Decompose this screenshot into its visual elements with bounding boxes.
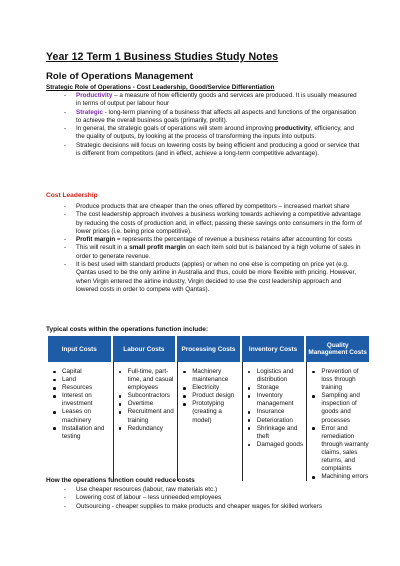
list-item: Deterioration [243,417,305,425]
column-header-inventory: Inventory Costs [242,336,305,362]
table-cell-processing [177,362,240,481]
item-text: The cost leadership approach involves a business working towards achieving a competitive advantage by reducing the costs of production and, in effect, passing these savings onto consumers in the form of lower prices (i.e. being price competitive). [76,211,362,235]
table-title: Typical costs within the operations function include: [46,326,209,333]
bold-term: productivity [274,125,311,133]
item-text: It is best used with standard products (apples) or when no one else is competing on price yet (e.g. Qantas used to be the only airline in Australia and thus, could be more flexible with pricing. However, when Virgin entered the airline industry, Virgin decided to use the cost leadership approach and lowered costs in order to compete with Qantas). [76,261,357,293]
list-item: Sampling and inspection of goods and processes [307,392,369,424]
column-header-input: Input Costs [48,336,111,362]
costs-table [46,336,371,481]
list-item [62,125,362,142]
item-text: on each item sold but is balanced by a high volume of sales in order to generate revenue. [76,244,361,260]
item-text: In general, the strategic goals of operations will stem around improving [76,125,275,133]
list-item: Subcontractors [114,392,176,400]
quality-costs-list [307,368,369,481]
bold-term: Profit margin [76,236,116,244]
table-cell-quality [306,362,369,481]
column-header-processing: Processing Costs [177,336,240,362]
list-item [62,261,362,294]
list-item [62,244,362,261]
list-item: - Outsourcing - cheaper supplies to make products and cheaper wages for skilled workers [62,503,362,511]
list-item: - Use cheaper resources (labour, raw materials etc.) [62,486,362,494]
list-item: Machinery maintenance [178,368,240,384]
term-productivity: Productivity [76,92,113,99]
processing-costs-list [178,368,240,425]
section-heading-cost-leadership: Cost Leadership [46,192,98,199]
list-item [62,142,362,159]
list-item: Redundancy [114,425,176,433]
list-item: Product design [178,392,240,400]
section-subheading-strategic: Strategic Role of Operations - Cost Leadership, Good/Service Differentiation [46,84,275,91]
list-item: Resources [48,384,111,392]
table-row [48,362,369,481]
list-item: Leases on machinery [48,408,111,424]
bold-term: small profit margin [129,244,186,252]
list-item: Damaged goods [243,441,305,449]
list-item [62,211,362,236]
list-item: Interest on investment [48,392,111,408]
labour-costs-list [114,368,176,433]
input-costs-list [48,368,111,441]
item-text: This will result in a [76,244,130,252]
inventory-costs-list [243,368,305,449]
cost-leadership-list [62,203,362,294]
column-header-quality: Quality Management Costs [306,336,369,362]
term-strategic: Strategic [76,108,103,116]
list-item: Shrinkage and theft [243,425,305,441]
item-text: , efficiency, and the quality of outputs, by looking at the process of transforming the inputs into outputs. [76,125,355,141]
list-item [62,203,362,211]
list-item: Inventory management [243,392,305,408]
list-item: Insurance [243,408,305,416]
definition-text: - long-term planning of a business that affects all aspects and functions of the organisation to achieve the overall business goals (primarily, profit). [76,108,357,124]
item-text: Produce products that are cheaper than the ones offered by competitors – increased market share [76,203,350,210]
list-item: Capital [48,368,111,376]
item-text: = represents the percentage of revenue a business retains after accounting for costs [115,236,352,244]
list-item [62,236,362,244]
role-list [62,92,362,158]
table-cell-inventory [242,362,305,481]
list-item: Logistics and distribution [243,368,305,384]
list-item: Land [48,376,111,384]
list-item: Full-time, part-time, and casual employees [114,368,176,392]
list-item [62,109,362,126]
section-heading-role: Role of Operations Management [46,71,194,82]
definition-text: – a measure of how efficiently goods and services are produced. It is usually measured in terms of output per labour hour [76,92,357,108]
document-title: Year 12 Term 1 Business Studies Study Notes [46,51,279,63]
table-cell-input [48,362,111,481]
list-item: Prototyping (creating a model) [178,400,240,424]
list-item: Recruitment and training [114,408,176,424]
list-item: Machining errors [307,473,369,481]
list-item: Storage [243,384,305,392]
table-cell-labour [113,362,176,481]
list-item: - Lowering cost of labour – less unneeded employees [62,494,362,502]
column-header-labour: Labour Costs [113,336,176,362]
list-item: Overtime [114,400,176,408]
list-item [62,92,362,109]
list-item: Installation and testing [48,425,111,441]
reduce-costs-list [62,486,362,511]
list-item: Error and remediation through warranty claims, sales returns, and complaints [307,425,369,474]
list-item: Electricity [178,384,240,392]
item-text: Strategic decisions will focus on lowering costs by being efficient and producing a good or service that is different from competitors (and in effect, achieve a long-term competitive advantage). [76,141,360,158]
list-item: Prevention of loss through training [307,368,369,392]
table-header-row [48,336,369,362]
section-heading-reduce-costs: How the operations function could reduce costs [46,477,195,484]
